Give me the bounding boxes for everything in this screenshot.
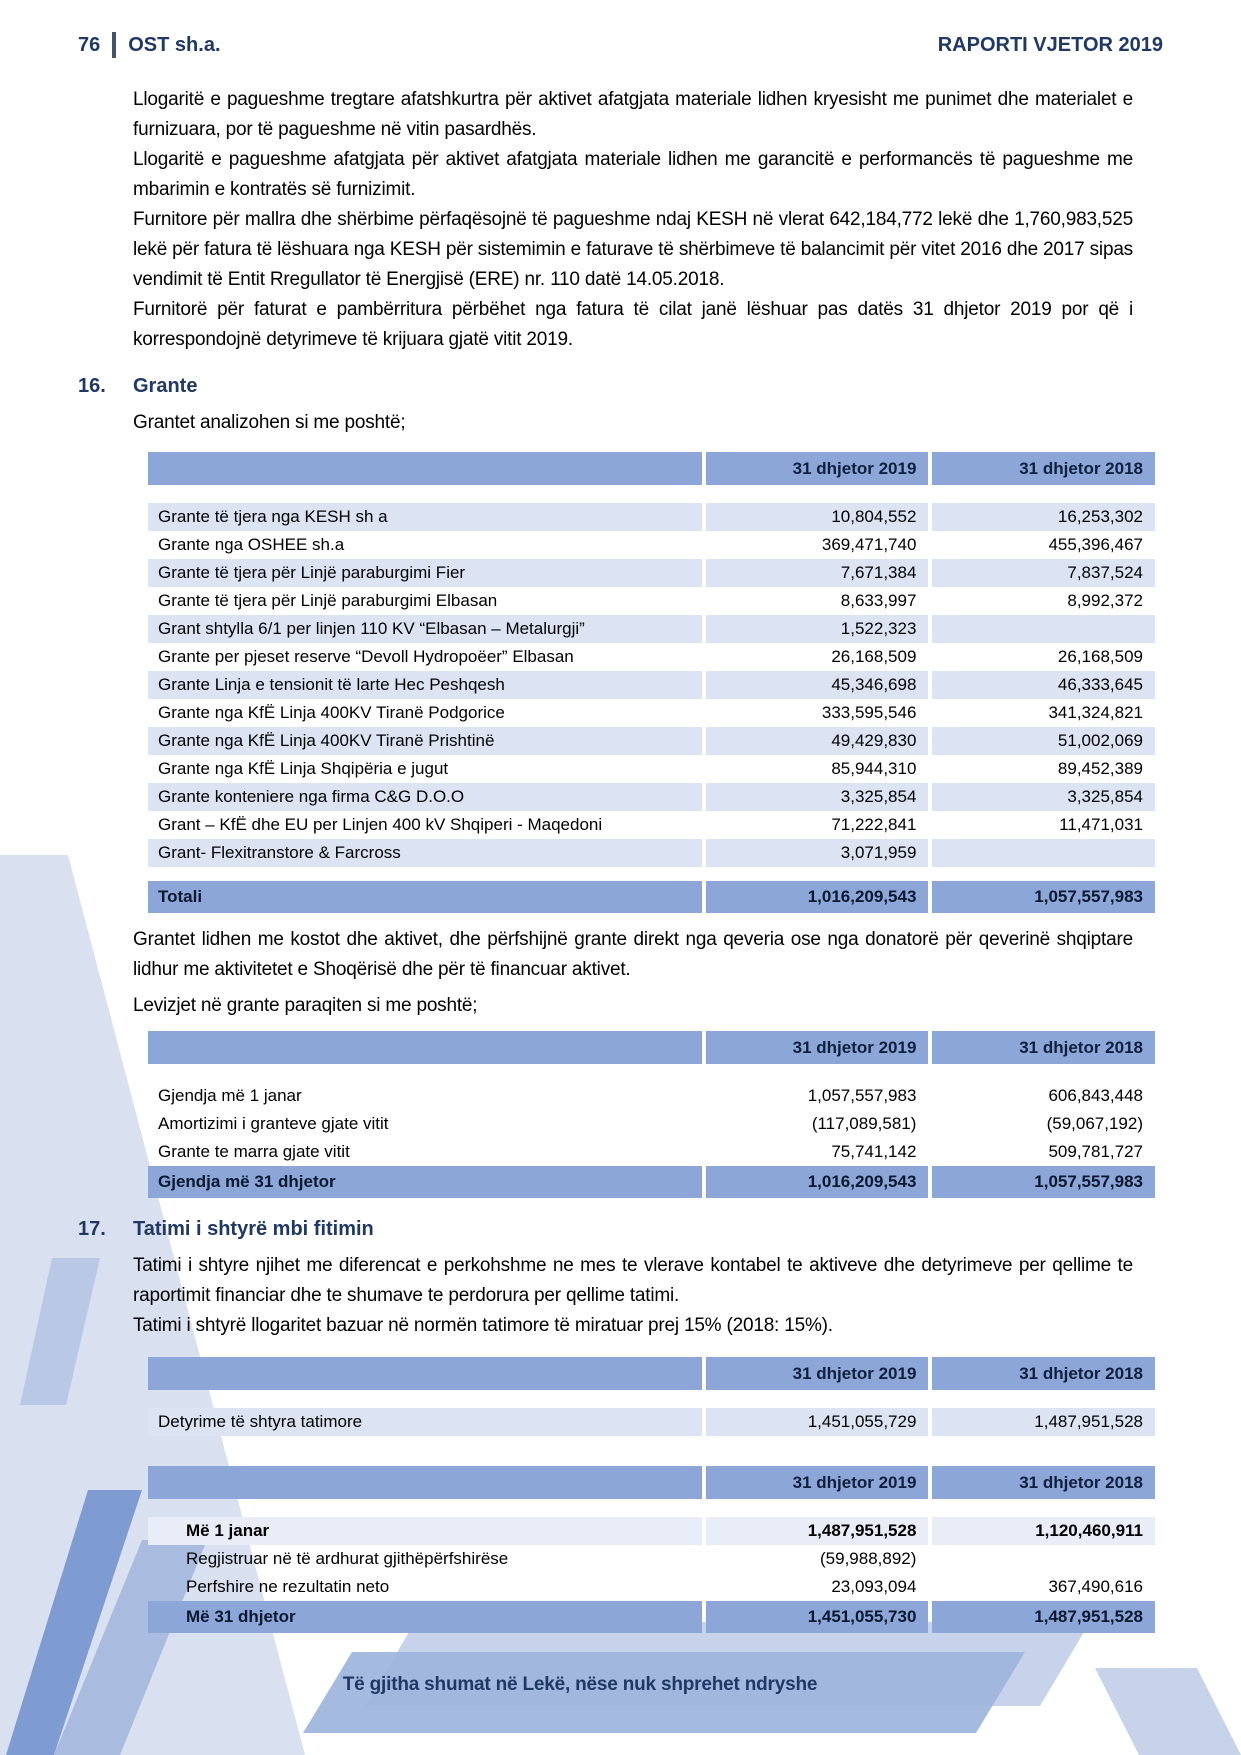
deferred-tax-paragraph-1: Tatimi i shtyre njihet me diferencat e perkohshme ne mes te vlerave kontabel te aktiveve dhe detyrimeve per qellime te raportimit financiar dhe te shumave te perdorura per qellime tatimi.	[133, 1255, 1133, 1306]
table-cell-label: Grante të tjera nga KESH sh a	[148, 503, 702, 531]
table-cell-value: 26,168,509	[1057, 647, 1143, 666]
table-cell-value: 1,522,323	[706, 615, 929, 643]
table-cell-value: 75,741,142	[831, 1142, 917, 1161]
table-header-row	[148, 452, 1155, 485]
table-cell-value	[932, 615, 1155, 643]
table-cell-value: 7,837,524	[932, 559, 1155, 587]
table-total-row	[148, 881, 1155, 913]
table-spacer	[148, 1064, 1155, 1082]
table-row	[148, 755, 1155, 783]
table-cell-value: 45,346,698	[706, 671, 929, 699]
table-row	[148, 1517, 1155, 1545]
table-cell-value: 3,071,959	[706, 839, 929, 867]
table-cell-label: Gjendja më 1 janar	[158, 1086, 302, 1105]
table-cell-value: 509,781,727	[1048, 1142, 1143, 1161]
table-cell-value: 1,120,460,911	[932, 1517, 1155, 1545]
table-cell-label	[148, 1466, 702, 1499]
deferred-tax-movement-table	[148, 1466, 1155, 1633]
table-cell-label	[148, 1357, 702, 1390]
table-cell-label: Grante te marra gjate vitit	[158, 1142, 350, 1161]
table-cell-label: Grante Linja e tensionit të larte Hec Peshqesh	[148, 671, 702, 699]
header-divider	[112, 32, 116, 58]
table-cell-label: Totali	[148, 881, 702, 913]
table-spacer	[148, 867, 1155, 881]
section-17-title: Tatimi i shtyrë mbi fitimin	[133, 1218, 374, 1240]
table-cell-value: 1,016,209,543	[706, 1166, 929, 1198]
table-cell-label: Grante të tjera për Linjë paraburgimi Fier	[148, 559, 702, 587]
table-cell-label: Grante nga KfË Linja 400KV Tiranë Podgorice	[158, 703, 505, 722]
table-cell-value: 51,002,069	[932, 727, 1155, 755]
table-cell-value: 1,057,557,983	[932, 1166, 1155, 1198]
table-cell-value: 1,016,209,543	[706, 881, 929, 913]
section-17-heading	[78, 1218, 1155, 1241]
table-cell-value: (59,067,192)	[1046, 1114, 1143, 1133]
page-header	[78, 32, 1163, 58]
deferred-tax-paragraph-2: Tatimi i shtyrë llogaritet bazuar në normën tatimore të miratuar prej 15% (2018: 15%).	[133, 1315, 833, 1336]
table-cell-value: 46,333,645	[932, 671, 1155, 699]
table-cell-label: Amortizimi i granteve gjate vitit	[158, 1114, 389, 1133]
table-cell-value: 7,671,384	[706, 559, 929, 587]
table-row	[148, 1082, 1155, 1110]
table-cell-value: 31 dhjetor 2018	[932, 1466, 1155, 1499]
table-cell-value: 89,452,389	[1057, 759, 1143, 778]
table-cell-value: 31 dhjetor 2018	[932, 1357, 1155, 1390]
table-cell-value	[932, 1545, 1155, 1573]
table-row	[148, 503, 1155, 531]
table-cell-label: Grante nga KfË Linja Shqipëria e jugut	[158, 759, 449, 778]
table-spacer	[148, 485, 1155, 503]
table-cell-value: 1,451,055,729	[706, 1408, 929, 1436]
table-cell-value: 31 dhjetor 2019	[706, 1466, 929, 1499]
section-16-title: Grante	[133, 375, 198, 397]
table-cell-value: 367,490,616	[1048, 1577, 1143, 1596]
table-row	[148, 671, 1155, 699]
table-row	[148, 643, 1155, 671]
table-cell-label: Grant shtylla 6/1 per linjen 110 KV “Elbasan – Metalurgji”	[148, 615, 702, 643]
table-row	[148, 727, 1155, 755]
table-row	[148, 699, 1155, 727]
table-row	[148, 839, 1155, 867]
table-cell-value: 10,804,552	[706, 503, 929, 531]
table-header-row	[148, 1357, 1155, 1390]
table-spacer	[148, 1390, 1155, 1408]
section-16-heading	[78, 375, 1155, 398]
table-row	[148, 1110, 1155, 1138]
table-row	[148, 1408, 1155, 1436]
table-cell-value: 1,057,557,983	[932, 881, 1155, 913]
table-header-row	[148, 1031, 1155, 1064]
table-cell-value: 11,471,031	[1059, 815, 1143, 834]
company-name: OST sh.a.	[128, 33, 221, 56]
table-header-row	[148, 1466, 1155, 1499]
table-row	[148, 1138, 1155, 1166]
section-17-number: 17.	[78, 1218, 106, 1240]
grants-movements-intro: Levizjet në grante paraqiten si me poshtë;	[133, 995, 478, 1016]
table-row	[148, 615, 1155, 643]
table-cell-value: 49,429,830	[706, 727, 929, 755]
table-cell-value: 31 dhjetor 2018	[932, 1031, 1155, 1064]
grants-intro-text: Grantet analizohen si me poshtë;	[133, 412, 406, 433]
table-cell-label: Grante të tjera për Linjë paraburgimi Elbasan	[158, 591, 498, 610]
page-number: 76	[78, 33, 101, 56]
table-cell-value: 3,325,854	[706, 783, 929, 811]
table-cell-value: 85,944,310	[831, 759, 917, 778]
table-cell-label: Regjistruar në të ardhurat gjithëpërfshirëse	[186, 1549, 509, 1568]
deferred-tax-liability-table	[148, 1357, 1155, 1436]
table-cell-value: 71,222,841	[831, 815, 917, 834]
table-row	[148, 811, 1155, 839]
section-16-number: 16.	[78, 375, 106, 397]
table-row	[148, 531, 1155, 559]
table-cell-value	[932, 839, 1155, 867]
table-cell-value: 31 dhjetor 2019	[706, 452, 929, 485]
table-cell-label: Grant- Flexitranstore & Farcross	[148, 839, 702, 867]
table-cell-value: 31 dhjetor 2019	[706, 1357, 929, 1390]
table-cell-value: 23,093,094	[831, 1577, 917, 1596]
table-cell-value: 341,324,821	[1048, 703, 1143, 722]
table-cell-value: (117,089,581)	[811, 1114, 917, 1133]
intro-paragraph-3: Furnitore për mallra dhe shërbime përfaqësojnë të pagueshme ndaj KESH në vlerat 642,184,772 lekë dhe 1,760,983,525 lekë për fatura të lëshuara nga KESH për sistemimin e faturave të shërbimeve të balancimit për vitet 2016 dhe 2017 sipas vendimit të Entit Rregullator të Energjisë (ERE) nr. 110 datë 14.05.2018.	[133, 209, 1133, 290]
intro-paragraph-4: Furnitorë për faturat e pambërritura përbëhet nga fatura të cilat janë lëshuar pas datës 31 dhjetor 2019 por që i korrespondojnë detyrimeve të krijuara gjatë vitit 2019.	[133, 299, 1133, 350]
table-cell-label: Perfshire ne rezultatin neto	[186, 1577, 390, 1596]
table-cell-value: 1,451,055,730	[706, 1601, 929, 1633]
table-cell-value: (59,988,892)	[820, 1549, 917, 1568]
intro-paragraph-1: Llogaritë e pagueshme tregtare afatshkurtra për aktivet afatgjata materiale lidhen kryesisht me punimet dhe materialet e furnizuara, por të pagueshme në vitin pasardhës.	[133, 89, 1133, 140]
table-cell-value: 31 dhjetor 2019	[706, 1031, 929, 1064]
table-cell-value: 8,992,372	[1067, 591, 1143, 610]
table-cell-value: 455,396,467	[1048, 535, 1143, 554]
table-row	[148, 559, 1155, 587]
table-cell-value: 3,325,854	[932, 783, 1155, 811]
table-cell-label: Grante per pjeset reserve “Devoll Hydropoëer” Elbasan	[158, 647, 574, 666]
table-cell-value: 8,633,997	[840, 591, 917, 610]
table-cell-label: Detyrime të shtyra tatimore	[148, 1408, 702, 1436]
grants-analysis-table	[148, 452, 1155, 913]
table-total-row	[148, 1601, 1155, 1633]
table-cell-value: 369,471,740	[821, 535, 917, 554]
table-cell-value: 16,253,302	[932, 503, 1155, 531]
table-row	[148, 783, 1155, 811]
table-cell-value: 26,168,509	[831, 647, 917, 666]
table-cell-value: 1,487,951,528	[706, 1517, 929, 1545]
table-row	[148, 587, 1155, 615]
main-content	[78, 85, 1155, 1639]
table-cell-label	[148, 1031, 702, 1064]
table-row	[148, 1573, 1155, 1601]
table-cell-label: Më 1 janar	[148, 1517, 702, 1545]
table-cell-value: 333,595,546	[821, 703, 917, 722]
intro-paragraph-2: Llogaritë e pagueshme afatgjata për aktivet afatgjata materiale lidhen me garancitë e performancës të pagueshme me mbarimin e kontratës së furnizimit.	[133, 149, 1133, 200]
table-cell-value: 31 dhjetor 2018	[932, 452, 1155, 485]
table-cell-value: 606,843,448	[1048, 1086, 1143, 1105]
footer-note: Të gjitha shumat në Lekë, nëse nuk shprehet ndryshe	[342, 1674, 818, 1695]
table-cell-value: 1,487,951,528	[932, 1601, 1155, 1633]
table-cell-label: Grante nga KfË Linja 400KV Tiranë Prishtinë	[148, 727, 702, 755]
report-title: RAPORTI VJETOR 2019	[937, 33, 1163, 56]
grants-movements-table	[148, 1031, 1155, 1198]
table-cell-label: Më 31 dhjetor	[148, 1601, 702, 1633]
table-cell-label: Gjendja më 31 dhjetor	[148, 1166, 702, 1198]
table-cell-label: Grant – KfË dhe EU per Linjen 400 kV Shqiperi - Maqedoni	[158, 815, 603, 834]
table-total-row	[148, 1166, 1155, 1198]
table-cell-value: 1,057,557,983	[807, 1086, 917, 1105]
table-cell-label	[148, 452, 702, 485]
table-cell-label: Grante nga OSHEE sh.a	[158, 535, 345, 554]
table-cell-value: 1,487,951,528	[932, 1408, 1155, 1436]
table-cell-label: Grante konteniere nga firma C&G D.O.O	[148, 783, 702, 811]
table-spacer	[148, 1499, 1155, 1517]
page-header-left	[78, 32, 221, 58]
grants-note-text: Grantet lidhen me kostot dhe aktivet, dhe përfshijnë grante direkt nga qeveria ose nga donatorë për qeverinë shqiptare lidhur me aktivitetet e Shoqërisë dhe për të financuar aktivet.	[133, 929, 1133, 980]
table-row	[148, 1545, 1155, 1573]
